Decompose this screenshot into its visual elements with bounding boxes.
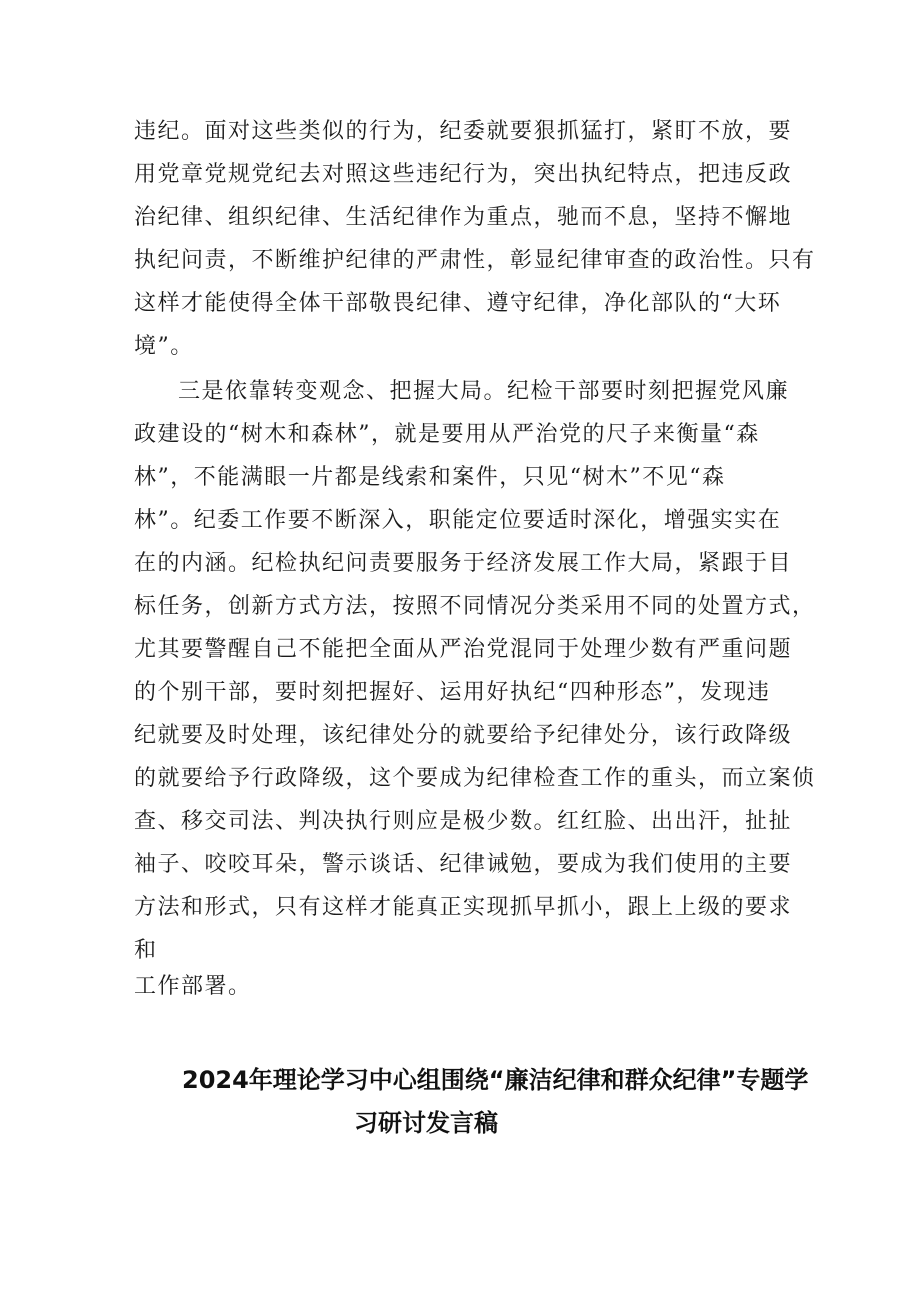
text-line: 查、移交司法、判决执行则应是极少数。红红脸、出出汗，扯扯 [134,809,793,834]
text-line: 纪就要及时处理，该纪律处分的就要给予纪律处分，该行政降级 [134,723,793,748]
text-line: 治纪律、组织纪律、生活纪律作为重点，驰而不息，坚持不懈地 [134,205,793,230]
text-line: 违纪。面对这些类似的行为，纪委就要狠抓猛打，紧盯不放，要 [134,119,793,144]
text-line: 在的内涵。纪检执纪问责要服务于经济发展工作大局，紧跟于目 [134,551,793,576]
text-line: 方法和形式，只有这样才能真正实现抓早抓小，跟上上级的要求 [134,895,793,920]
text-line: 用党章党规党纪去对照这些违纪行为，突出执纪特点，把违反政 [134,162,793,187]
text-line: 和 [134,938,158,963]
text-line: 标任务，创新方式方法，按照不同情况分类采用不同的处置方式， [134,594,816,619]
text-line: 袖子、咬咬耳朵，警示谈话、纪律诫勉，要成为我们使用的主要 [134,852,793,877]
text-line: 的个别干部，要时刻把握好、运用好执纪“四种形态”，发现违 [134,680,771,705]
text-line: 尤其要警醒自己不能把全面从严治党混同于处理少数有严重问题 [134,637,793,662]
text-line: 三是依靠转变观念、把握大局。纪检干部要时刻把握党风廉 [178,379,790,404]
text-line: 境”。 [134,334,194,359]
article-title-line-2: 习研讨发言稿 [354,1109,498,1137]
text-line: 这样才能使得全体干部敬畏纪律、遵守纪律，净化部队的“大环 [134,291,782,316]
article-title-line-1: 2024年理论学习中心组围绕“廉洁纪律和群众纪律”专题学 [182,1066,809,1094]
text-line: 林”，不能满眼一片都是线索和案件，只见“树木”不见“森 [134,465,726,490]
text-line: 林”。纪委工作要不断深入，职能定位要适时深化，增强实实在 [134,508,782,533]
text-line: 政建设的“树木和森林”，就是要用从严治党的尺子来衡量“森 [134,422,760,447]
text-line: 执纪问责，不断维护纪律的严肃性，彰显纪律审查的政治性。只有 [134,248,816,273]
text-line: 工作部署。 [134,974,252,999]
text-line: 的就要给予行政降级，这个要成为纪律检查工作的重头，而立案侦 [134,766,816,791]
